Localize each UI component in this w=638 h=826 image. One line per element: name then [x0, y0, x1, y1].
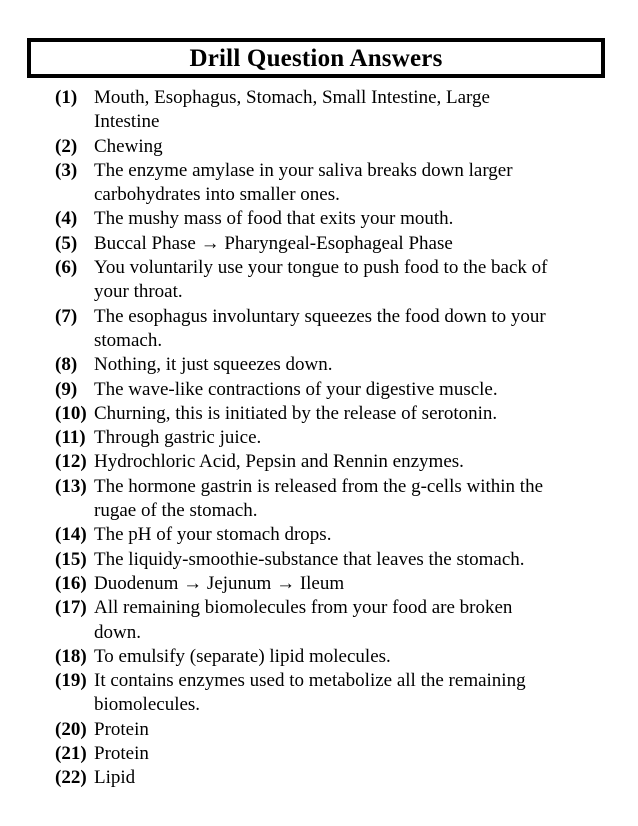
answer-item [55, 159, 615, 208]
answer-text: Hydrochloric Acid, Pepsin and Rennin enzymes. [94, 451, 464, 473]
answer-item [55, 305, 615, 354]
answer-number: (2) [55, 135, 78, 157]
answer-item [55, 742, 615, 766]
answer-number: (10) [55, 402, 87, 424]
answer-item [55, 718, 615, 742]
answer-number: (15) [55, 548, 87, 570]
answer-text: Duodenum → Jejunum → Ileum [94, 572, 345, 594]
answer-item [55, 207, 615, 231]
answer-text: Mouth, Esophagus, Stomach, Small Intestine, Large Intestine [94, 87, 490, 133]
page-title: Drill Question Answers [189, 45, 443, 72]
answer-item [55, 645, 615, 669]
answer-number: (4) [55, 208, 78, 230]
answer-text: The enzyme amylase in your saliva breaks down larger carbohydrates into smaller ones. [94, 159, 513, 206]
answer-item [55, 135, 615, 159]
answer-number: (3) [55, 159, 78, 181]
answer-number: (17) [55, 597, 87, 619]
answer-number: (9) [55, 378, 78, 400]
title-box [27, 38, 605, 78]
answer-text: Nothing, it just squeezes down. [94, 354, 333, 376]
answer-text: Protein [94, 743, 149, 765]
answer-text: The hormone gastrin is released from the g-cells within the rugae of the stomach. [94, 475, 544, 522]
answer-item [55, 766, 615, 790]
answer-item [55, 669, 615, 718]
answer-number: (22) [55, 767, 87, 789]
answer-text: All remaining biomolecules from your food are broken down. [94, 597, 513, 643]
answer-text: Lipid [94, 767, 136, 789]
answer-number: (14) [55, 524, 87, 546]
answer-item [55, 232, 615, 256]
answer-number: (8) [55, 354, 78, 376]
answer-item [55, 402, 615, 426]
answer-text: It contains enzymes used to metabolize all the remaining biomolecules. [94, 670, 526, 716]
answer-number: (21) [55, 743, 87, 765]
answer-text: The esophagus involuntary squeezes the food down to your stomach. [94, 305, 546, 351]
answer-number: (11) [55, 427, 86, 449]
answer-number: (5) [55, 232, 78, 254]
answer-number: (7) [55, 305, 78, 327]
answer-number: (1) [55, 87, 78, 108]
answer-text: Buccal Phase → Pharyngeal-Esophageal Phase [94, 232, 453, 254]
answer-text: The pH of your stomach drops. [94, 524, 332, 546]
answer-item [55, 548, 615, 572]
answer-item [55, 523, 615, 547]
answer-text: Protein [94, 718, 149, 740]
answer-number: (18) [55, 645, 87, 667]
answer-number: (16) [55, 572, 87, 594]
answer-item [55, 353, 615, 377]
answer-text: The wave-like contractions of your digestive muscle. [94, 378, 498, 400]
answer-item [55, 256, 615, 305]
answer-item [55, 475, 615, 524]
answer-item [55, 572, 615, 596]
answer-item [55, 596, 615, 645]
answer-text: Through gastric juice. [94, 427, 262, 449]
answer-item [55, 426, 615, 450]
answer-text: The mushy mass of food that exits your mouth. [94, 208, 454, 230]
answer-text: Chewing [94, 135, 163, 157]
answer-number: (6) [55, 257, 78, 279]
answer-number: (20) [55, 718, 87, 740]
answer-text: Churning, this is initiated by the release of serotonin. [94, 402, 498, 424]
answer-number: (19) [55, 670, 87, 692]
answer-item [55, 378, 615, 402]
answer-number: (12) [55, 451, 87, 473]
answer-number: (13) [55, 475, 87, 497]
answer-text: You voluntarily use your tongue to push food to the back of your throat. [94, 257, 548, 303]
answer-item [55, 450, 615, 474]
answer-text: To emulsify (separate) lipid molecules. [94, 645, 391, 667]
answer-item [55, 86, 615, 135]
answer-text: The liquidy-smoothie-substance that leaves the stomach. [94, 548, 525, 570]
answer-list [55, 86, 615, 791]
